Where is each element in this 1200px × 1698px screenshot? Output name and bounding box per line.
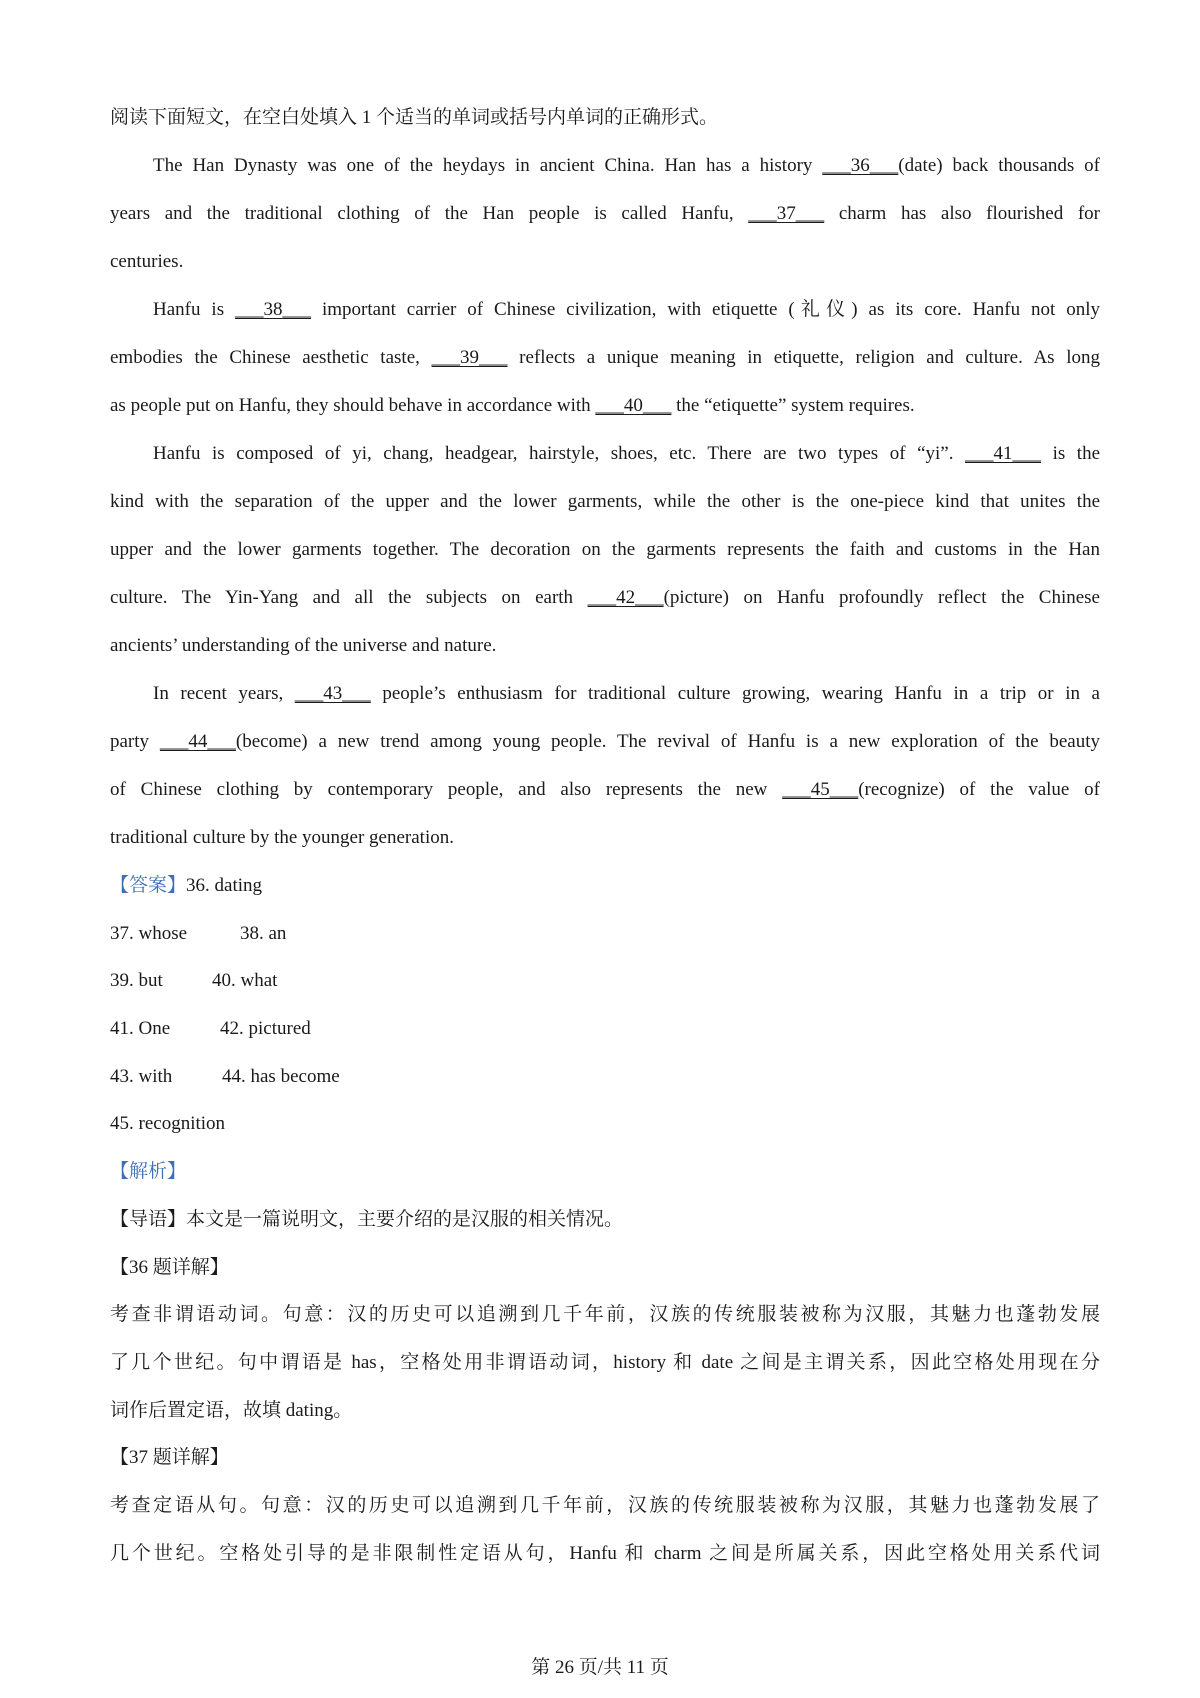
blank-37: ___37___ [748, 203, 825, 224]
text: party [110, 731, 160, 752]
passage-line [110, 142, 1100, 190]
passage-line [110, 766, 1100, 814]
blank-39: ___39___ [431, 347, 508, 368]
page-footer: 第 26 页/共 11 页 [531, 1657, 669, 1678]
passage-line [110, 430, 1100, 478]
answer-row [110, 862, 1100, 910]
answer-row [110, 1005, 1100, 1053]
blank-44: ___44___ [159, 731, 236, 752]
q36-title: 【36 题详解】 [110, 1256, 229, 1278]
passage-line: ancients’ understanding of the universe and nature. [110, 635, 497, 656]
passage-line: traditional culture by the younger generation. [110, 827, 454, 848]
passage-line [110, 574, 1100, 622]
text: (picture) on Hanfu profoundly reflect the Chinese [663, 587, 1100, 608]
answer-section [110, 862, 1100, 1148]
answer-37: 37. whose [110, 922, 188, 944]
answer-tag: 【答案】 [110, 875, 187, 896]
text: the “etiquette” system requires. [671, 395, 915, 416]
passage-line [110, 334, 1100, 382]
passage-line [110, 382, 1100, 430]
text: (recognize) of the value of [858, 779, 1100, 800]
answer-42: 42. pictured [220, 1018, 311, 1040]
answer-row [110, 1100, 1100, 1148]
answer-40: 40. what [212, 970, 278, 992]
text: The Han Dynasty was one of the heydays in ancient China. Han has a history [153, 155, 823, 176]
text: Hanfu is [153, 299, 236, 320]
text: (date) back thousands of [898, 155, 1100, 176]
answer-row [110, 957, 1100, 1005]
q36-line: 词作后置定语，故填 dating。 [110, 1399, 353, 1421]
text: as people put on Hanfu, they should behave in accordance with [110, 395, 596, 416]
answer-38: 38. an [240, 922, 287, 944]
answer-39: 39. but [110, 970, 163, 992]
passage-line [110, 670, 1100, 718]
answer-row [110, 1053, 1100, 1101]
blank-41: ___41___ [965, 443, 1042, 464]
text: Hanfu is composed of yi, chang, headgear, hairstyle, shoes, etc. There are two types of “yi”. [153, 443, 966, 464]
passage-line [110, 190, 1100, 238]
text: people’s enthusiasm for traditional culture growing, wearing Hanfu in a trip or in a [370, 683, 1100, 704]
passage-paragraph-1 [110, 142, 1100, 286]
analysis-lead: 【导语】本文是一篇说明文，主要介绍的是汉服的相关情况。 [110, 1208, 624, 1230]
text: is the [1041, 443, 1100, 464]
text: years and the traditional clothing of the Han people is called Hanfu, [110, 203, 749, 224]
passage-line [110, 718, 1100, 766]
text: (become) a new trend among young people. The revival of Hanfu is a new exploration of the beauty [235, 731, 1100, 752]
text: embodies the Chinese aesthetic taste, [110, 347, 432, 368]
text: In recent years, [153, 683, 295, 704]
answer-43: 43. with [110, 1065, 173, 1087]
text: of Chinese clothing by contemporary people, and also represents the new [110, 779, 783, 800]
q36-line: 了几个世纪。句中谓语是 has，空格处用非谓语动词，history 和 date 之间是主谓关系，因此空格处用现在分 [110, 1351, 1100, 1373]
passage-line [110, 286, 1100, 334]
text: important carrier of Chinese civilization, with etiquette (礼仪) as its core. Hanfu not only [311, 299, 1100, 320]
text: charm has also flourished for [824, 203, 1100, 224]
passage-paragraph-4 [110, 670, 1100, 862]
blank-43: ___43___ [294, 683, 371, 704]
answer-44: 44. has become [222, 1065, 340, 1087]
blank-42: ___42___ [587, 587, 664, 608]
instruction: 阅读下面短文，在空白处填入 1 个适当的单词或括号内单词的正确形式。 [110, 107, 719, 128]
analysis-section [110, 1148, 1100, 1577]
passage-paragraph-3 [110, 430, 1100, 670]
passage-line: upper and the lower garments together. The decoration on the garments represents the faith and customs in the Han [110, 539, 1100, 560]
text: reflects a unique meaning in etiquette, religion and culture. As long [507, 347, 1100, 368]
q37-title: 【37 题详解】 [110, 1447, 229, 1469]
text: culture. The Yin-Yang and all the subjects on earth [110, 587, 588, 608]
blank-36: ___36___ [822, 155, 899, 176]
document-page [110, 94, 1100, 1577]
answer-41: 41. One [110, 1018, 171, 1040]
q36-line: 考查非谓语动词。句意：汉的历史可以追溯到几千年前，汉族的传统服装被称为汉服，其魅力也蓬勃发展 [110, 1304, 1100, 1326]
analysis-tag: 【解析】 [110, 1161, 187, 1183]
blank-38: ___38___ [235, 299, 312, 320]
answer-row [110, 910, 1100, 958]
answer-36: 36. dating [186, 875, 263, 896]
answer-45: 45. recognition [110, 1113, 226, 1135]
q37-line: 几个世纪。空格处引导的是非限制性定语从句，Hanfu 和 charm 之间是所属关系，因此空格处用关系代词 [110, 1542, 1100, 1564]
blank-40: ___40___ [595, 395, 672, 416]
passage-line: kind with the separation of the upper and the lower garments, while the other is the one-piece kind that unites the [110, 491, 1100, 512]
passage-paragraph-2 [110, 286, 1100, 430]
passage-line: centuries. [110, 251, 184, 272]
q37-line: 考查定语从句。句意：汉的历史可以追溯到几千年前，汉族的传统服装被称为汉服，其魅力也蓬勃发展了 [110, 1494, 1100, 1516]
blank-45: ___45___ [782, 779, 859, 800]
